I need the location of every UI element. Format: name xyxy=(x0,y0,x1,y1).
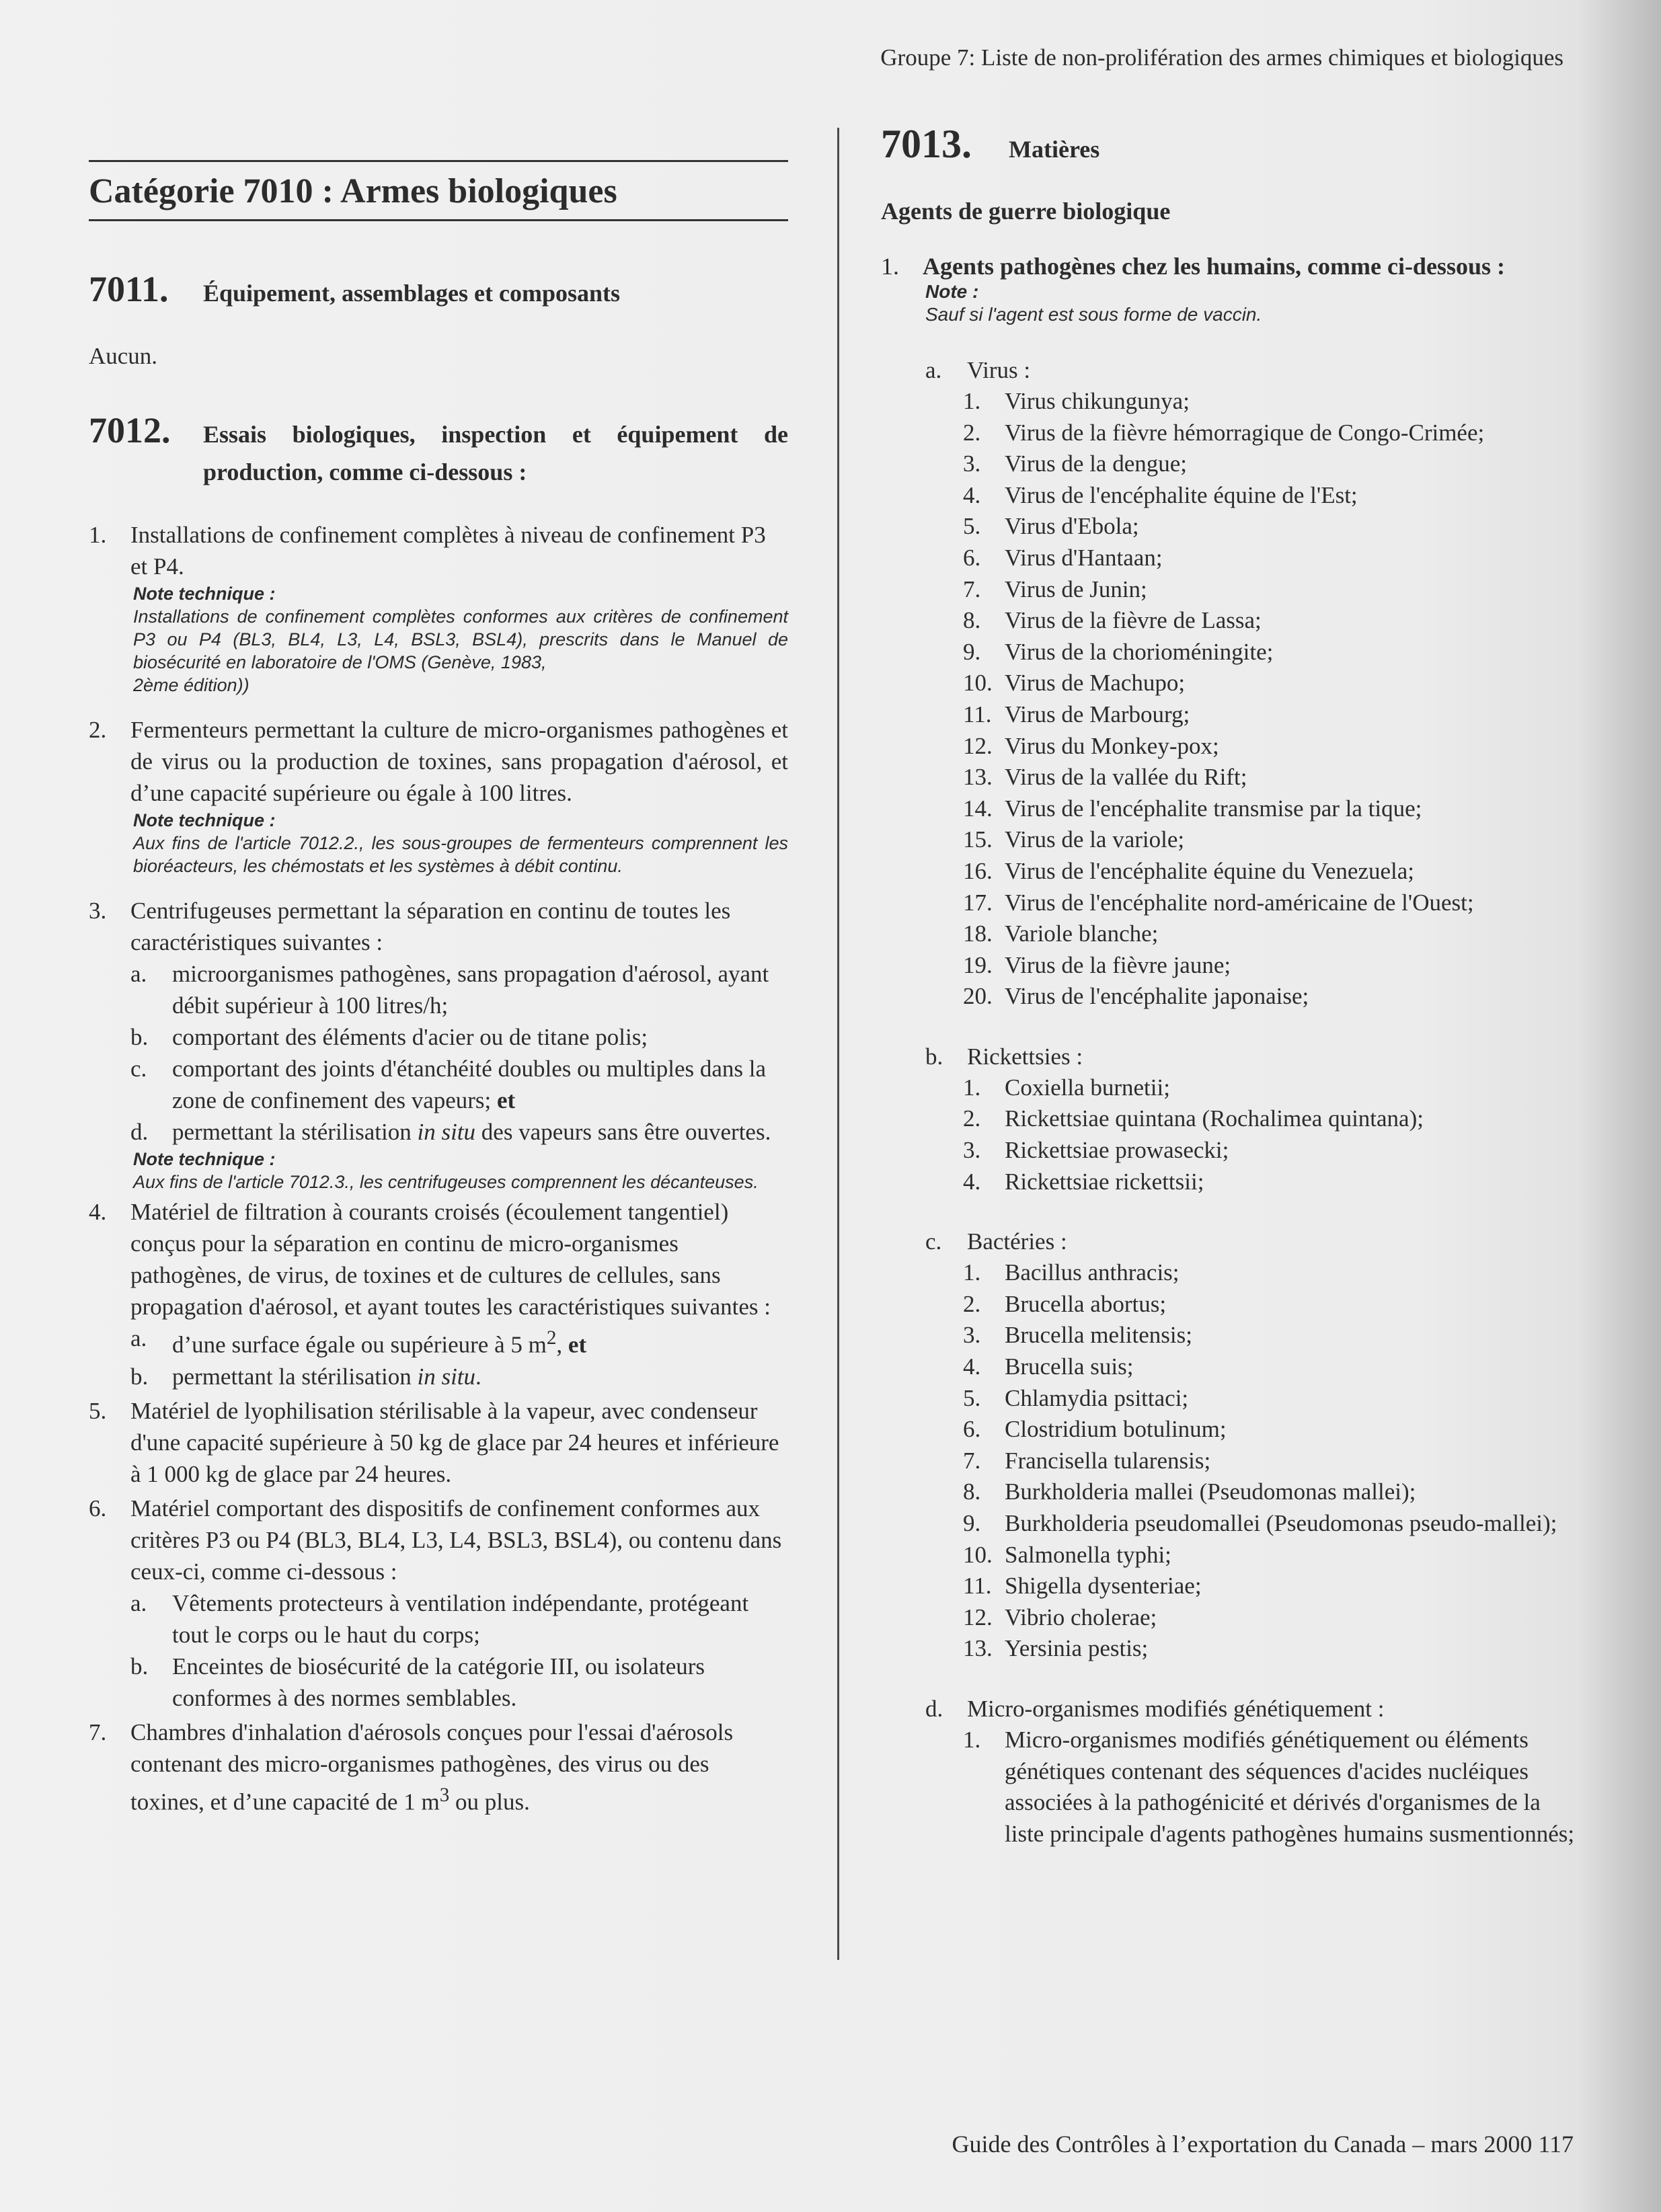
list-item xyxy=(963,1725,1580,1850)
item-number: 15. xyxy=(963,826,993,853)
list-item xyxy=(963,981,1580,1013)
item-text: Clostridium botulinum; xyxy=(1005,1416,1227,1443)
item-text: Shigella dysenteriae; xyxy=(1005,1573,1202,1599)
item-text: Brucella melitensis; xyxy=(1005,1322,1192,1349)
list-item xyxy=(963,950,1580,982)
item-text: Rickettsiae rickettsii; xyxy=(1005,1168,1204,1195)
item-text: Matériel de lyophilisation stérilisable à la vapeur, avec condenseur d'une capacité supérieure à 50 kg de glace par 24 heures et inférieure à 1 000 kg de glace par 24 heures. xyxy=(130,1397,779,1487)
category-label: Rickettsies : xyxy=(967,1043,1083,1070)
note-heading: Note : xyxy=(925,281,979,302)
item-number: 1. xyxy=(963,388,981,414)
sub-text: permettant la stérilisation xyxy=(172,1119,418,1145)
sub-text: Enceintes de biosécurité de la catégorie III, ou isolateurs conformes à des normes semblables. xyxy=(172,1653,705,1711)
item-number: 3. xyxy=(963,1322,981,1349)
note-text: Aux fins de l'article 7012.2., les sous-groupes de fermenteurs comprennent les bioréacteurs, les chémostats et les systèmes à débit continu. xyxy=(133,833,788,876)
agent-list xyxy=(963,1725,1580,1850)
sub-text-end: , xyxy=(556,1331,563,1358)
item-number: 14. xyxy=(963,795,993,822)
category-heading xyxy=(89,160,788,221)
item-text: Virus de l'encéphalite équine du Venezuela; xyxy=(1005,857,1415,884)
item-number: 13. xyxy=(963,1635,993,1662)
item-text: Centrifugeuses permettant la séparation en continu de toutes les caractéristiques suivantes : xyxy=(130,898,731,955)
item-number: 7. xyxy=(89,1719,107,1745)
list-item xyxy=(963,637,1580,668)
agent-category xyxy=(925,1226,1580,1665)
list-item xyxy=(963,1540,1580,1571)
sub-text: d’une surface égale ou supérieure à 5 m xyxy=(172,1331,547,1358)
sub-number: a. xyxy=(130,961,147,987)
category-letter: b. xyxy=(925,1043,943,1070)
item-text: Virus du Monkey-pox; xyxy=(1005,732,1219,759)
item-text: Burkholderia pseudomallei (Pseudomonas pseudo-mallei); xyxy=(1005,1510,1557,1536)
list-item xyxy=(963,1320,1580,1351)
sub-text-end: . xyxy=(475,1363,481,1390)
section-number: 7013. xyxy=(881,122,972,166)
list-item xyxy=(963,1289,1580,1320)
item-number: 5. xyxy=(963,1384,981,1411)
item-number: 16. xyxy=(963,857,993,884)
item-number: 7. xyxy=(963,1447,981,1474)
section-7013 xyxy=(881,121,1580,167)
item-text: Virus chikungunya; xyxy=(1005,388,1190,414)
sub-number: a. xyxy=(130,1325,147,1351)
item-number: 3. xyxy=(89,898,107,924)
agent-category-heading xyxy=(925,1041,1580,1072)
item-text: Virus de l'encéphalite transmise par la tique; xyxy=(1005,795,1422,822)
item-number: 6. xyxy=(963,544,981,571)
item-text: Chlamydia psittaci; xyxy=(1005,1384,1189,1411)
sub-item xyxy=(130,958,788,1021)
sub-number: b. xyxy=(130,1363,149,1390)
item-text: Micro-organismes modifiés génétiquement ou éléments génétiques contenant des séquences d'acides nucléiques associées à la pathogénicité et dérivés d'organismes de la liste principale d'agents pathogènes humains susmentionnés; xyxy=(1005,1726,1575,1847)
sub-text: permettant la stérilisation xyxy=(172,1363,418,1390)
category-label: Virus : xyxy=(967,357,1031,383)
sub-number: b. xyxy=(130,1024,149,1050)
list-item xyxy=(963,824,1580,856)
list-item xyxy=(881,252,1580,280)
item-number: 1. xyxy=(963,1074,981,1101)
list-item xyxy=(963,418,1580,449)
sub-item xyxy=(130,1587,788,1651)
sub-conjunction: et xyxy=(562,1331,587,1358)
sub-number: c. xyxy=(130,1056,147,1082)
item-number: 17. xyxy=(963,889,993,916)
list-item xyxy=(963,1351,1580,1383)
list-item xyxy=(963,543,1580,574)
list-item xyxy=(963,1383,1580,1415)
list-item xyxy=(963,1602,1580,1634)
section-number: 7012. xyxy=(89,410,171,450)
item-text: Virus de Junin; xyxy=(1005,576,1147,602)
left-column xyxy=(89,155,788,1817)
item-number: 8. xyxy=(963,607,981,634)
list-item xyxy=(963,511,1580,543)
sub-item xyxy=(130,1322,788,1361)
item-number: 1. xyxy=(89,522,107,548)
item-number: 5. xyxy=(963,513,981,540)
sub-item xyxy=(130,1053,788,1116)
sub-number: b. xyxy=(130,1653,149,1680)
item-text: Matériel de filtration à courants croisés (écoulement tangentiel) conçus pour la séparation en continu de micro-organismes pathogènes, de virus, de toxines et de cultures de cellules, sans propagation d'aérosol, et ayant toutes les caractéristiques suivantes : xyxy=(130,1199,771,1320)
agent-category-heading xyxy=(925,354,1580,386)
section-title: Équipement, assemblages et composants xyxy=(203,280,621,307)
sub-text: comportant des éléments d'acier ou de titane polis; xyxy=(172,1024,648,1050)
category-letter: d. xyxy=(925,1695,943,1722)
list-item xyxy=(963,386,1580,418)
item-text: Virus de la chorioméningite; xyxy=(1005,638,1274,665)
sub-italic: in situ xyxy=(417,1119,476,1145)
section-text: Aucun. xyxy=(89,343,158,369)
list-item xyxy=(89,1716,788,1818)
item-number: 6. xyxy=(89,1495,107,1522)
item-number: 2. xyxy=(963,1105,981,1132)
item-number: 12. xyxy=(963,1604,993,1630)
agent-categories xyxy=(881,354,1580,1850)
sub-item xyxy=(130,1651,788,1714)
sub-italic: in situ xyxy=(417,1363,476,1390)
right-column xyxy=(881,121,1580,1850)
item-text: Agents pathogènes chez les humains, comme ci-dessous : xyxy=(923,253,1505,280)
item-text: Rickettsiae prowasecki; xyxy=(1005,1137,1229,1164)
category-letter: c. xyxy=(925,1228,942,1255)
item-number: 5. xyxy=(89,1397,107,1424)
category-separator: : xyxy=(313,172,341,210)
list-item xyxy=(963,1135,1580,1167)
item-number: 4. xyxy=(963,481,981,508)
item-number: 3. xyxy=(963,1137,981,1164)
list-item xyxy=(963,448,1580,480)
item-text: Matériel comportant des dispositifs de confinement conformes aux critères P3 ou P4 (BL3, BL4, L3, L4, BSL3, BSL4), ou contenu dans ceux-ci, comme ci-dessous : xyxy=(130,1495,782,1585)
item-text: Brucella abortus; xyxy=(1005,1290,1167,1317)
item-text-end: ou plus. xyxy=(449,1788,530,1815)
sub-conjunction: et xyxy=(491,1087,516,1113)
sub-text: comportant des joints d'étanchéité doubles ou multiples dans la zone de confinement des vapeurs; xyxy=(172,1056,767,1113)
list-item xyxy=(963,668,1580,699)
item-text: Fermenteurs permettant la culture de micro-organismes pathogènes et de virus ou la production de toxines, sans propagation d'aérosol, et d’une capacité supérieure ou égale à 100 litres. xyxy=(130,717,788,806)
category-title: Armes biologiques xyxy=(340,172,617,210)
agent-list xyxy=(963,1072,1580,1197)
section-number: 7011. xyxy=(89,269,169,309)
item-text: Virus de Marbourg; xyxy=(1005,701,1190,727)
item-number: 20. xyxy=(963,983,993,1010)
item-text: Coxiella burnetii; xyxy=(1005,1074,1170,1101)
note-heading: Note technique : xyxy=(133,584,276,604)
item-number: 7. xyxy=(963,576,981,602)
list-item xyxy=(963,1103,1580,1135)
item-number: 9. xyxy=(963,1510,981,1536)
item-number: 8. xyxy=(963,1478,981,1505)
item-text: Virus de la fièvre de Lassa; xyxy=(1005,607,1262,634)
item-number: 2. xyxy=(89,717,107,743)
sub-text: microorganismes pathogènes, sans propagation d'aérosol, ayant débit supérieur à 100 litres/h; xyxy=(172,961,769,1019)
item-number: 19. xyxy=(963,951,993,978)
superscript: 3 xyxy=(439,1784,450,1806)
superscript: 2 xyxy=(546,1327,557,1349)
section-7012 xyxy=(89,409,788,491)
agent-category-heading xyxy=(925,1693,1580,1725)
list-item xyxy=(963,480,1580,512)
item-number: 13. xyxy=(963,764,993,791)
sub-text-end: des vapeurs sans être ouvertes. xyxy=(475,1119,771,1145)
item-number: 2. xyxy=(963,419,981,446)
item-text: Brucella suis; xyxy=(1005,1353,1134,1380)
list-item xyxy=(89,895,788,1193)
group-label: Agents de guerre biologique xyxy=(881,198,1171,225)
list-item xyxy=(963,731,1580,762)
note-text: Aux fins de l'article 7012.3., les centrifugeuses comprennent les décanteuses. xyxy=(133,1172,759,1192)
list-item xyxy=(89,714,788,877)
item-number: 18. xyxy=(963,920,993,947)
list-item xyxy=(963,699,1580,731)
category-label: Bactéries : xyxy=(967,1228,1067,1255)
note-heading: Note technique : xyxy=(133,810,276,830)
note-heading: Note technique : xyxy=(133,1149,276,1169)
note-text: Sauf si l'agent est sous forme de vaccin. xyxy=(925,304,1262,325)
agent-list xyxy=(963,1257,1580,1665)
note-text: Installations de confinement complètes conformes aux critères de confinement P3 ou P4 (BL3, BL4, L3, L4, BSL3, BSL4), prescrits dans le Manuel de biosécurité en laboratoire de l'OMS (Genève, 1983, xyxy=(133,606,788,672)
item-number: 4. xyxy=(963,1168,981,1195)
list-item xyxy=(963,1446,1580,1477)
item-text: Virus de la fièvre hémorragique de Congo-Crimée; xyxy=(1005,419,1485,446)
column-divider xyxy=(837,128,839,1960)
item-number: 9. xyxy=(963,638,981,665)
item-number: 11. xyxy=(963,1573,992,1599)
item-text: Virus d'Hantaan; xyxy=(1005,544,1163,571)
running-header: Groupe 7: Liste de non-prolifération des armes chimiques et biologiques xyxy=(880,44,1563,71)
list-item xyxy=(89,1493,788,1714)
item-number: 1. xyxy=(881,253,899,280)
agent-list xyxy=(963,386,1580,1013)
item-number: 10. xyxy=(963,1541,993,1568)
item-text: Burkholderia mallei (Pseudomonas mallei); xyxy=(1005,1478,1416,1505)
item-text: Virus de Machupo; xyxy=(1005,670,1186,697)
item-number: 11. xyxy=(963,701,992,727)
item-number: 4. xyxy=(89,1199,107,1225)
list-item xyxy=(89,1196,788,1392)
sub-item xyxy=(130,1116,788,1148)
item-text: Variole blanche; xyxy=(1005,920,1159,947)
list-item xyxy=(963,1167,1580,1198)
list-item xyxy=(963,887,1580,919)
item-text: Virus de la fièvre jaune; xyxy=(1005,951,1231,978)
list-item xyxy=(963,1414,1580,1446)
section-7011 xyxy=(89,268,788,312)
note-text-end: 2ème édition)) xyxy=(133,675,249,695)
item-number: 1. xyxy=(963,1726,981,1753)
list-item xyxy=(963,793,1580,825)
item-text: Installations de confinement complètes à niveau de confinement P3 et P4. xyxy=(130,522,766,580)
list-item xyxy=(963,1633,1580,1665)
list-item xyxy=(963,762,1580,793)
item-number: 2. xyxy=(963,1290,981,1317)
list-item xyxy=(963,1257,1580,1289)
sub-number: d. xyxy=(130,1119,149,1145)
list-item xyxy=(963,1072,1580,1104)
sub-item xyxy=(130,1021,788,1053)
item-number: 12. xyxy=(963,732,993,759)
agent-category-heading xyxy=(925,1226,1580,1257)
item-text: Virus de l'encéphalite nord-américaine de l'Ouest; xyxy=(1005,889,1474,916)
item-text: Virus de l'encéphalite équine de l'Est; xyxy=(1005,481,1358,508)
section-title: Essais biologiques, inspection et équipement de production, comme ci-dessous : xyxy=(203,421,788,485)
category-label: Micro-organismes modifiés génétiquement : xyxy=(967,1695,1385,1722)
item-text: Salmonella typhi; xyxy=(1005,1541,1171,1568)
item-number: 4. xyxy=(963,1353,981,1380)
item-text: Vibrio cholerae; xyxy=(1005,1604,1157,1630)
list-item xyxy=(963,605,1580,637)
item-text: Virus de l'encéphalite japonaise; xyxy=(1005,983,1309,1010)
item-number: 1. xyxy=(963,1259,981,1286)
category-number: Catégorie 7010 xyxy=(89,172,313,210)
item-text: Virus de la variole; xyxy=(1005,826,1185,853)
list-item xyxy=(963,1571,1580,1602)
list-item xyxy=(963,1476,1580,1508)
section-title: Matières xyxy=(1009,136,1100,163)
list-item xyxy=(963,918,1580,950)
sub-text: Vêtements protecteurs à ventilation indépendante, protégeant tout le corps ou le haut du corps; xyxy=(172,1589,749,1648)
item-text: Francisella tularensis; xyxy=(1005,1447,1211,1474)
list-item xyxy=(963,574,1580,606)
item-number: 6. xyxy=(963,1416,981,1443)
list-item xyxy=(89,519,788,697)
sub-item xyxy=(130,1361,788,1392)
item-text: Virus d'Ebola; xyxy=(1005,513,1139,540)
item-text: Bacillus anthracis; xyxy=(1005,1259,1180,1286)
running-footer: Guide des Contrôles à l’exportation du Canada – mars 2000 117 xyxy=(952,2131,1574,2158)
item-text: Yersinia pestis; xyxy=(1005,1635,1149,1662)
agent-category xyxy=(925,354,1580,1013)
list-item xyxy=(963,1508,1580,1540)
item-text: Rickettsiae quintana (Rochalimea quintana); xyxy=(1005,1105,1424,1132)
agent-category xyxy=(925,1693,1580,1850)
item-text: Virus de la dengue; xyxy=(1005,450,1188,477)
item-number: 10. xyxy=(963,670,993,697)
category-letter: a. xyxy=(925,357,942,383)
agent-category xyxy=(925,1041,1580,1197)
item-text: Virus de la vallée du Rift; xyxy=(1005,764,1247,791)
list-item xyxy=(963,856,1580,887)
item-number: 3. xyxy=(963,450,981,477)
list-item xyxy=(89,1395,788,1490)
item-text: Chambres d'inhalation d'aérosols conçues pour l'essai d'aérosols contenant des micro-organismes pathogènes, des virus ou des toxines, et d’une capacité de 1 m xyxy=(130,1719,734,1815)
sub-number: a. xyxy=(130,1589,147,1616)
